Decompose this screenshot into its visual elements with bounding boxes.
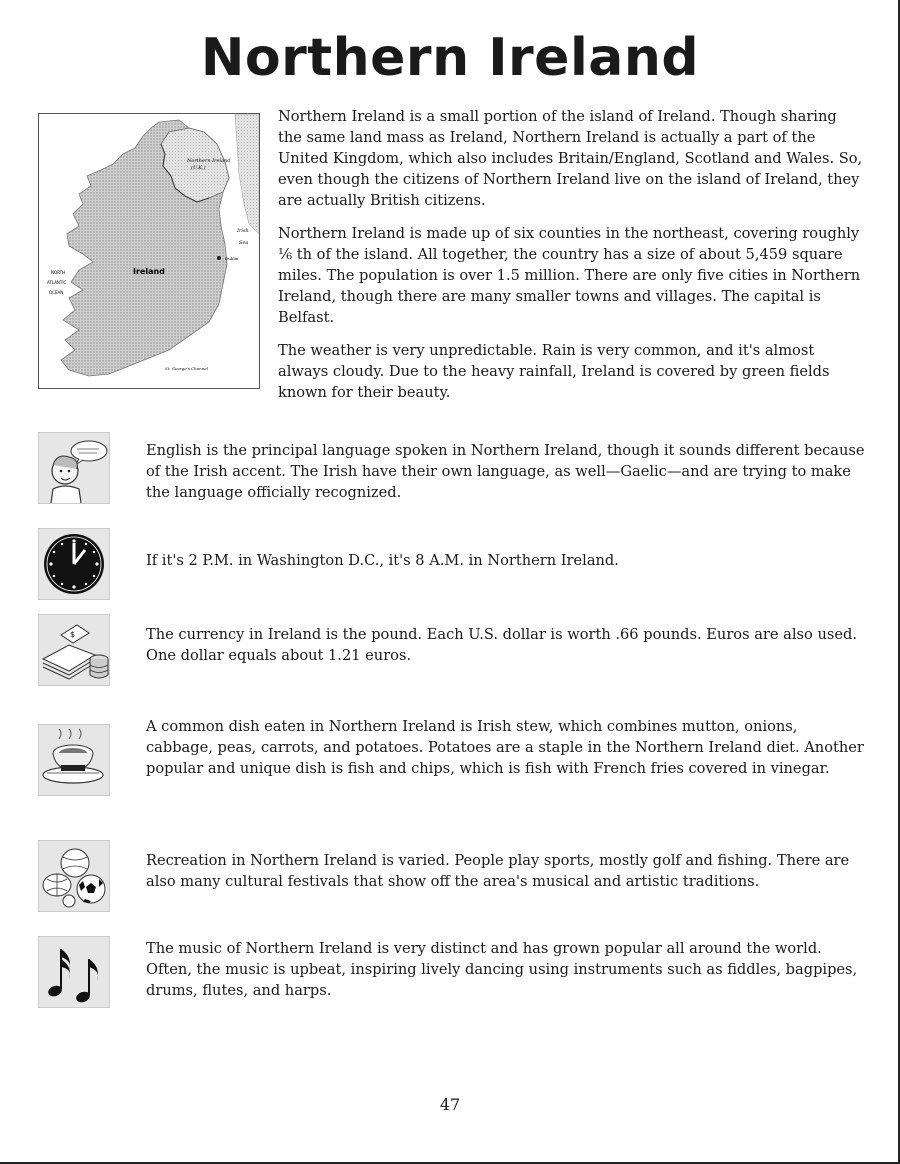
- fact-currency: [38, 614, 868, 686]
- fact-recreation: [38, 840, 868, 912]
- clock-icon: [38, 528, 110, 600]
- music-notes-icon: [38, 936, 110, 1008]
- fact-currency-text: The currency in Ireland is the pound. Each U.S. dollar is worth .66 pounds. Euros are also used. One dollar equals about 1.21 euros.: [146, 626, 857, 664]
- fact-language-text: English is the principal language spoken in Northern Ireland, though it sounds different because of the Irish accent. The Irish have their own language, as well—Gaelic—and are trying to make the language officially recognized.: [146, 442, 865, 501]
- ireland-map: [38, 113, 260, 389]
- fact-food: [38, 716, 868, 796]
- dublin-dot: [217, 256, 221, 260]
- map-label-dublin: Dublin: [225, 256, 239, 261]
- intro-text: [278, 106, 864, 415]
- food-dish-icon: [38, 724, 110, 796]
- fact-recreation-text: Recreation in Northern Ireland is varied. People play sports, mostly golf and fishing. There are also many cultural festivals that show off the area's musical and artistic traditions.: [146, 852, 850, 890]
- intro-paragraph-3: The weather is very unpredictable. Rain is very common, and it's almost always cloudy. Due to the heavy rainfall, Ireland is covered by green fields known for their beauty.: [278, 342, 830, 401]
- fact-food-text: A common dish eaten in Northern Ireland is Irish stew, which combines mutton, onions, cabbage, peas, carrots, and potatoes. Potatoes are a staple in the Northern Ireland diet. Another popular and unique dish is fish and chips, which is fish with French fries covered in vinegar.: [146, 718, 864, 777]
- map-label-ireland: Ireland: [133, 267, 165, 276]
- sports-balls-icon: [38, 840, 110, 912]
- map-label-sea: Sea: [239, 240, 249, 246]
- fact-music: [38, 936, 868, 1010]
- ireland-map-graphic: [39, 114, 259, 388]
- money-icon: [38, 614, 110, 686]
- map-label-irish: Irish: [237, 228, 249, 234]
- map-label-ocean: OCEAN: [49, 290, 64, 295]
- fact-music-text: The music of Northern Ireland is very distinct and has grown popular all around the world. Often, the music is upbeat, inspiring lively dancing using instruments such as fiddles, bagpipes, drums, flutes, and harps.: [146, 940, 858, 999]
- map-label-north: NORTH: [51, 270, 66, 275]
- intro-paragraph-1: Northern Ireland is a small portion of the island of Ireland. Though sharing the same land mass as Ireland, Northern Ireland is actually a part of the United Kingdom, which also includes Britain/England, Scotland and Wales. So, even though the citizens of Northern Ireland live on the island of Ireland, they are actually British citizens.: [278, 108, 863, 209]
- intro-paragraph-2: Northern Ireland is made up of six counties in the northeast, covering roughly ⅙ th of the island. All together, the country has a size of about 5,459 square miles. The population is over 1.5 million. There are only five cities in Northern Ireland, though there are many smaller towns and villages. The capital is Belfast.: [278, 225, 861, 326]
- map-label-uk: (U.K.): [191, 165, 206, 171]
- britain-landmass: [235, 114, 259, 234]
- fact-time: [38, 528, 868, 600]
- svg-text:$: $: [70, 630, 76, 639]
- page-title: Northern Ireland: [200, 28, 700, 88]
- map-label-atlantic: ATLANTIC: [47, 280, 67, 285]
- map-label-st-georges-channel: St. George's Channel: [165, 366, 208, 371]
- fact-time-text: If it's 2 P.M. in Washington D.C., it's 8 A.M. in Northern Ireland.: [146, 552, 619, 569]
- speaking-person-icon: [38, 432, 110, 504]
- map-label-northern-ireland: Northern Ireland: [187, 158, 231, 164]
- page-number: 47: [439, 1095, 461, 1114]
- fact-language: [38, 432, 868, 506]
